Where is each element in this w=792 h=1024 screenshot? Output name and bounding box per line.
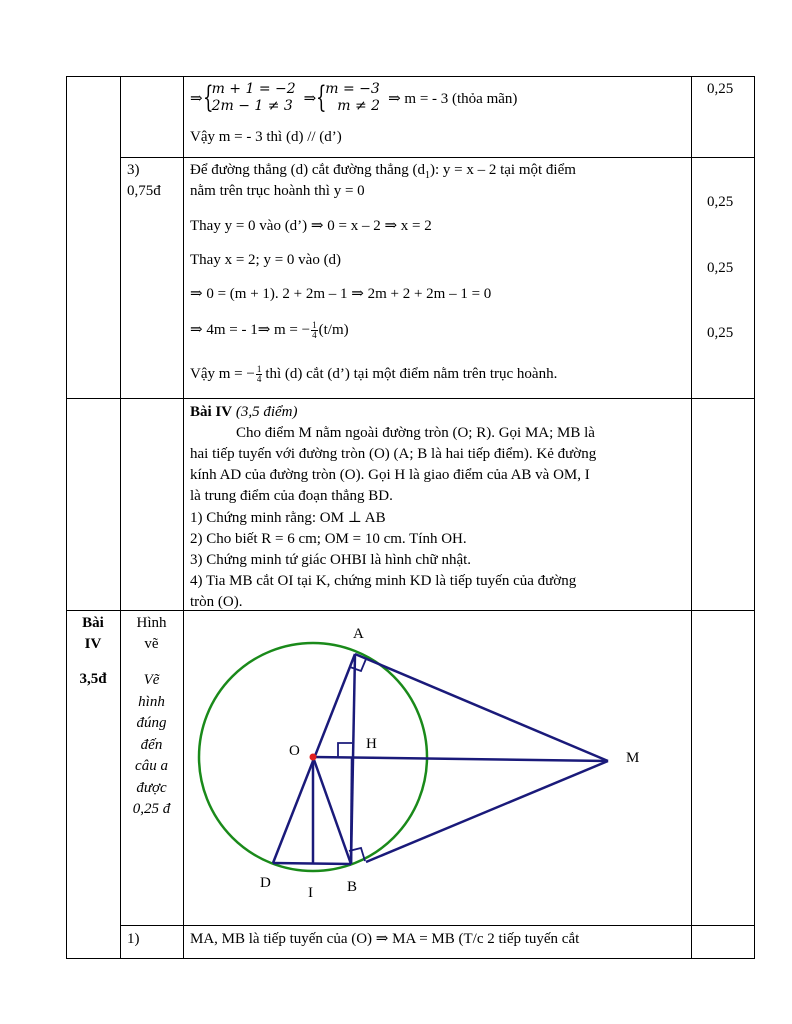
brace-icon: { [202, 80, 214, 115]
fraction [311, 321, 318, 340]
segment-ob [313, 757, 351, 864]
figure-grading-note-line: hình [138, 693, 165, 710]
row2-part-number: 3) [127, 162, 140, 178]
figure-label-line-1: Hình [136, 615, 167, 631]
table-col-divider-1 [120, 76, 121, 958]
table-border-top [66, 76, 755, 77]
row2-line-6-start: ⇒ 4m = - 1⇒ m = − [190, 322, 311, 338]
table-border-left [66, 76, 67, 958]
table-col-divider-3 [691, 76, 692, 958]
row2-score-1: 0,25 [707, 194, 734, 210]
system-2-line-1: m = −3 [325, 81, 380, 97]
row2-line-7-end: thì (d) cắt (d’) tại một điểm nằm trên trục hoành. [265, 366, 558, 382]
system-result: ⇒ m = - 3 (thỏa mãn) [388, 90, 518, 107]
problem-text-3: kính AD của đường tròn (O). Gọi H là giao điểm của AB và OM, I [190, 467, 590, 483]
system-2-line-2: m ≠ 2 [337, 98, 381, 114]
problem-text-2: hai tiếp tuyến với đường tròn (O) (A; B là hai tiếp điểm). Kẻ đường [190, 446, 597, 462]
question-4-line-2: tròn (O). [190, 594, 243, 610]
row2-line-1-start: Để đường thẳng (d) cắt đường thẳng (d [190, 162, 425, 178]
implies-symbol: ⇒ [303, 90, 317, 107]
segment-db [273, 863, 351, 864]
row2-line-1-end: ): y = x – 2 tại một điểm [429, 162, 576, 178]
figure-grading-note-line: Vẽ [143, 672, 160, 688]
system-of-equations-line [190, 78, 517, 118]
implies-symbol: ⇒ [190, 90, 203, 107]
table-row-divider-4 [120, 925, 755, 926]
row2-points: 0,75đ [127, 183, 161, 199]
system-1-line-1: m + 1 = −2 [211, 81, 296, 97]
row2-line-7-start: Vậy m = − [190, 366, 255, 382]
tangent-mb [366, 761, 608, 862]
row2-line-5: ⇒ 0 = (m + 1). 2 + 2m – 1 ⇒ 2m + 2 + 2m – 1 = 0 [190, 286, 492, 302]
problem-title [190, 403, 298, 421]
problem-text-1: Cho điểm M nằm ngoài đường tròn (O; R). Gọi MA; MB là [236, 425, 595, 441]
question-3: 3) Chứng minh tứ giác OHBI là hình chữ nhật. [190, 552, 472, 568]
section-label-bai: Bài [82, 615, 104, 631]
label-m: M [626, 750, 640, 766]
brace-icon: { [316, 80, 327, 115]
fraction-numerator: 1 [312, 319, 317, 330]
row5-part-number: 1) [127, 931, 140, 947]
right-angle-mark-h [338, 743, 352, 758]
row2-line-2: nằm trên trục hoành thì y = 0 [190, 183, 365, 199]
fraction-denominator: 4 [312, 329, 317, 340]
figure-grading-note-line: được [136, 779, 167, 796]
figure-label-line-2: vẽ [144, 636, 159, 652]
table-border-bottom [66, 958, 755, 959]
figure-grading-note-line: đúng [136, 715, 167, 731]
row1-score: 0,25 [707, 81, 734, 97]
system-2 [316, 81, 380, 115]
tangent-ma [355, 654, 608, 761]
problem-title-bold: Bài IV [190, 404, 233, 420]
figure-grading-note-line: đến [140, 736, 163, 753]
segment-bh [351, 758, 352, 864]
label-i: I [308, 885, 313, 901]
row2-line-7 [190, 360, 557, 388]
label-a: A [353, 626, 364, 642]
label-h: H [366, 736, 377, 752]
row2-line-4: Thay x = 2; y = 0 vào (d) [190, 252, 342, 268]
fraction [256, 365, 263, 384]
figure-grading-note-line: 0,25 đ [132, 801, 171, 817]
section-points: 3,5đ [79, 671, 107, 687]
table-row-divider-2 [66, 398, 755, 399]
section-label-number: IV [84, 636, 102, 652]
figure-grading-note-line: câu a [135, 758, 168, 774]
system-1 [203, 81, 296, 115]
row1-conclusion: Vậy m = - 3 thì (d) // (d’) [190, 129, 342, 145]
row2-line-6-end: (t/m) [318, 322, 349, 338]
row2-score-2: 0,25 [707, 260, 734, 276]
fraction-numerator: 1 [256, 363, 262, 374]
center-point-o [310, 754, 317, 761]
question-2: 2) Cho biết R = 6 cm; OM = 10 cm. Tính OH. [190, 531, 467, 547]
segment-om [313, 757, 608, 761]
figure-grading-note [120, 670, 183, 821]
question-4-line-1: 4) Tia MB cắt OI tại K, chứng minh KD là tiếp tuyến của đường [190, 573, 577, 589]
label-b: B [347, 879, 358, 895]
row2-line-3: Thay y = 0 vào (d’) ⇒ 0 = x – 2 ⇒ x = 2 [190, 218, 432, 234]
fraction-denominator: 4 [256, 373, 262, 384]
table-row-divider-1 [120, 157, 755, 158]
label-o: O [289, 743, 300, 759]
label-d: D [260, 875, 271, 891]
row2-line-1-subscript: 1 [424, 170, 430, 181]
question-1: 1) Chứng minh rằng: OM ⊥ AB [190, 510, 386, 526]
problem-text-4: là trung điểm của đoạn thẳng BD. [190, 488, 393, 504]
system-1-line-2: 2m − 1 ≠ 3 [211, 98, 293, 114]
row5-text: MA, MB là tiếp tuyến của (O) ⇒ MA = MB (T/c 2 tiếp tuyến cắt [190, 931, 580, 947]
row2-score-3: 0,25 [707, 325, 734, 341]
table-border-right [754, 76, 755, 958]
row2-line-6 [190, 316, 349, 344]
problem-title-points: (3,5 điểm) [235, 404, 298, 420]
